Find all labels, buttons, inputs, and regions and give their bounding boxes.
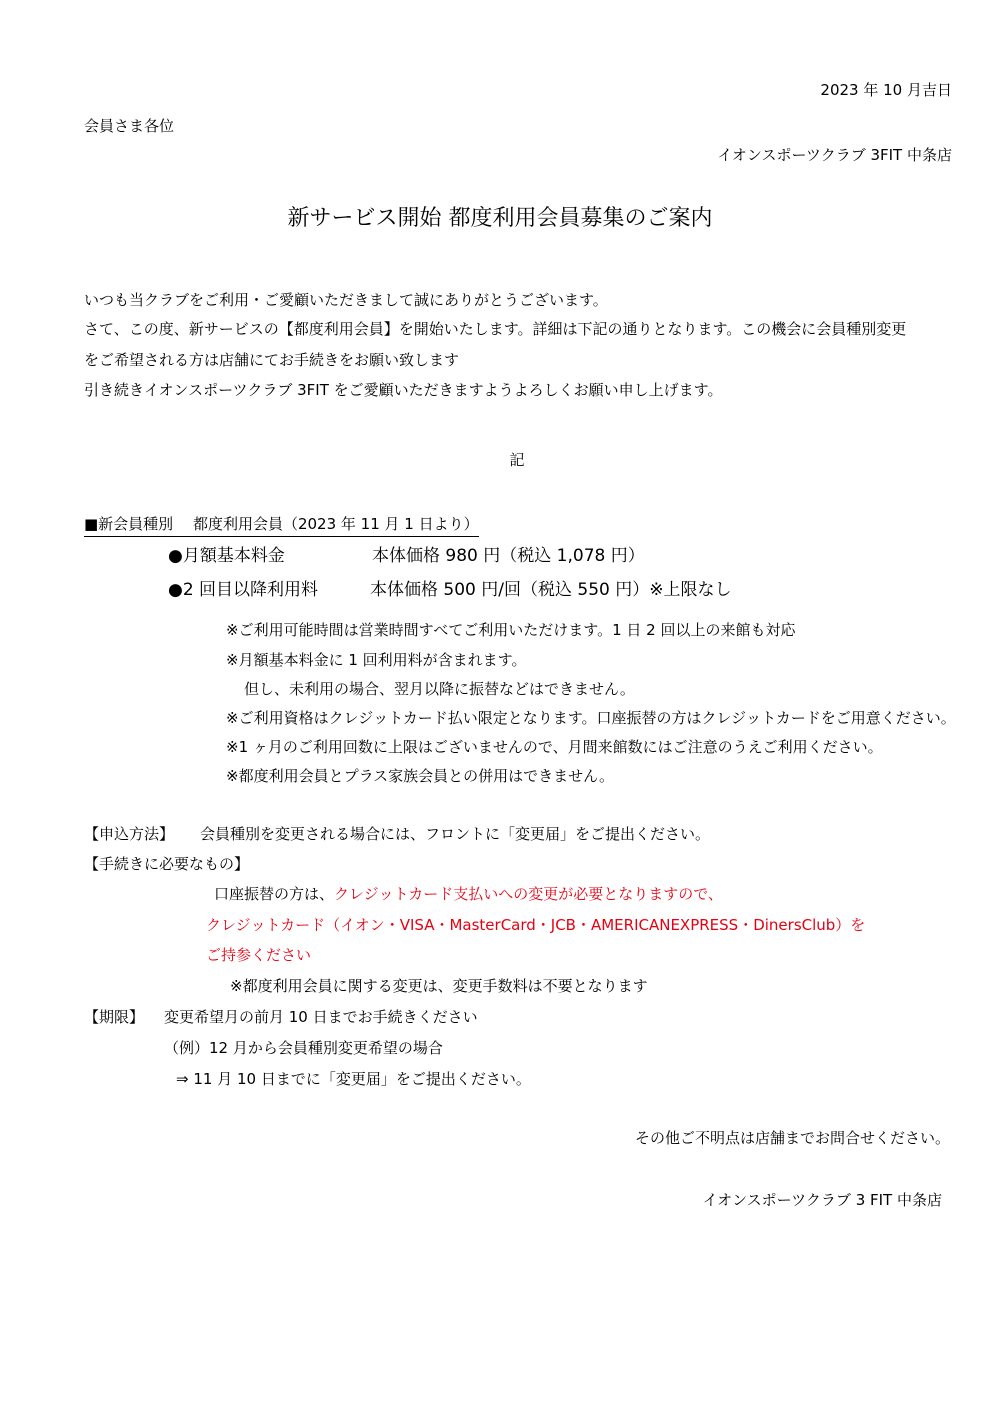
requirements-label: 【手続きに必要なもの】: [84, 855, 250, 873]
deadline-text: 変更希望月の前月 10 日までお手続きください: [164, 1008, 478, 1026]
application-text: 会員種別を変更される場合には、フロントに「変更届」をご提出ください。: [200, 825, 711, 843]
membership-heading: ■新会員種別 都度利用会員（2023 年 11 月 1 日より）: [84, 514, 479, 537]
note-line: ※1 ヶ月のご利用回数に上限はございませんので、月間来館数にはご注意のうえご利用ください。: [226, 738, 883, 756]
application-label: 【申込方法】: [84, 825, 175, 843]
addressee: 会員さま各位: [84, 117, 175, 135]
inquiry-note: その他ご不明点は店舗までお問合せください。: [634, 1129, 950, 1147]
ki-heading: 記: [509, 451, 525, 469]
usage-fee-label: ●2 回目以降利用料: [168, 580, 319, 600]
requirements-line-1-red: クレジットカード支払いへの変更が必要となりますので、: [334, 885, 723, 903]
note-line: 但し、未利用の場合、翌月以降に振替などはできません。: [244, 680, 635, 698]
note-line: ※都度利用会員とプラス家族会員との併用はできません。: [226, 767, 615, 785]
requirements-note: ※都度利用会員に関する変更は、変更手数料は不要となります: [230, 977, 648, 995]
monthly-fee-label: ●月額基本料金: [168, 546, 285, 566]
sender: イオンスポーツクラブ 3FIT 中条店: [717, 146, 952, 164]
intro-line-2: さて、この度、新サービスの【都度利用会員】を開始いたします。詳細は下記の通りとなります。この機会に会員種別変更: [84, 320, 907, 338]
requirements-line-3: ご持参ください: [206, 946, 312, 964]
page-title: 新サービス開始 都度利用会員募集のご案内: [287, 206, 713, 231]
intro-line-3: をご希望される方は店舗にてお手続きをお願い致します: [84, 351, 460, 369]
requirements-line-1-black: 口座振替の方は、: [214, 885, 335, 903]
deadline-example: （例）12 月から会員種別変更希望の場合: [164, 1039, 443, 1057]
usage-fee-value: 本体価格 500 円/回（税込 550 円）※上限なし: [370, 580, 732, 600]
intro-line-4: 引き続きイオンスポーツクラブ 3FIT をご愛顧いただきますようよろしくお願い申し上げます。: [84, 381, 723, 399]
signature: イオンスポーツクラブ 3 FIT 中条店: [702, 1191, 942, 1209]
note-line: ※ご利用資格はクレジットカード払い限定となります。口座振替の方はクレジットカードをご用意ください。: [226, 709, 956, 727]
requirements-line-2: クレジットカード（イオン・VISA・MasterCard・JCB・AMERICANEXPRESS・DinersClub）を: [206, 916, 866, 934]
note-line: ※ご利用可能時間は営業時間すべてご利用いただけます。1 日 2 回以上の来館も対応: [226, 621, 796, 639]
deadline-label: 【期限】: [84, 1008, 145, 1026]
deadline-example-result: ⇒ 11 月 10 日までに「変更届」をご提出ください。: [176, 1070, 531, 1088]
note-line: ※月額基本料金に 1 回利用料が含まれます。: [226, 651, 527, 669]
monthly-fee-value: 本体価格 980 円（税込 1,078 円）: [372, 546, 645, 566]
issue-date: 2023 年 10 月吉日: [820, 81, 952, 99]
requirements-line-1: [214, 884, 723, 904]
intro-line-1: いつも当クラブをご利用・ご愛顧いただきまして誠にありがとうございます。: [84, 291, 608, 309]
